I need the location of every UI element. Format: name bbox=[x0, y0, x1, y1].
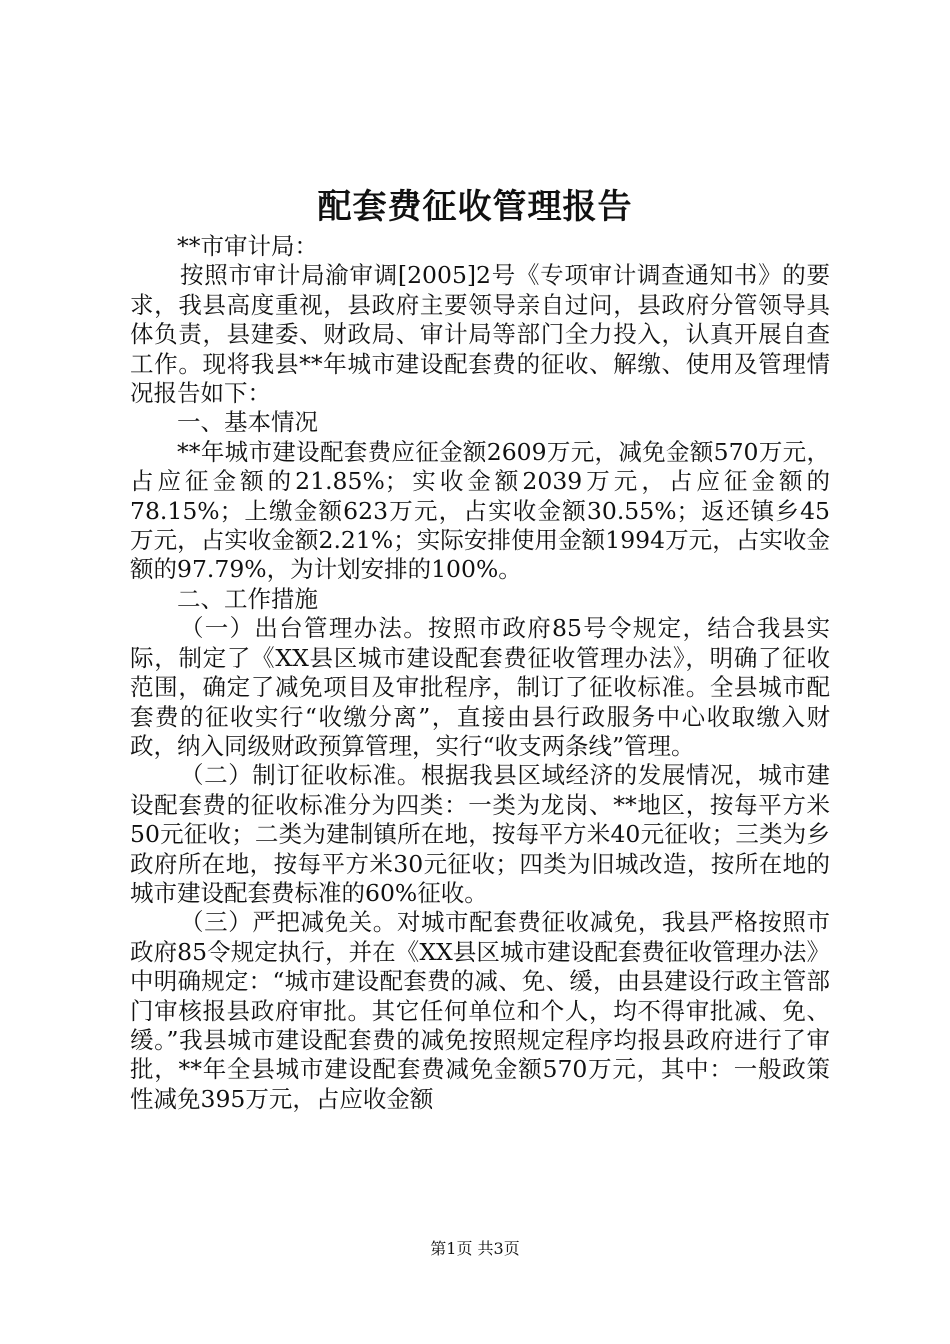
document-title: 配套费征收管理报告 bbox=[317, 187, 633, 227]
paragraph-basic-situation: **年城市建设配套费应征金额2609万元，减免金额570万元，占应征金额的21.85%；实收金额2039万元，占应征金额的78.15%；上缴金额623万元，占实收金额30.55%；返还镇乡45万元，占实收金额2.21%；实际安排使用金额1994万元，占实收金额的97.79%，为计划安排的100%。 bbox=[130, 437, 830, 584]
paragraph-measure-2: （二）制订征收标准。根据我县区域经济的发展情况，城市建设配套费的征收标准分为四类：一类为龙岗、**地区，按每平方米50元征收；二类为建制镇所在地，按每平方米40元征收；三类为乡政府所在地，按每平方米30元征收；四类为旧城改造，按所在地的城市建设配套费标准的60%征收。 bbox=[130, 761, 830, 907]
paragraph-measure-1: （一）出台管理办法。按照市政府85号令规定，结合我县实际，制定了《XX县区城市建设配套费征收管理办法》，明确了征收范围，确定了减免项目及审批程序，制订了征收标准。全县城市配套费的征收实行“收缴分离”，直接由县行政服务中心收取缴入财政，纳入同级财政预算管理，实行“收支两条线”管理。 bbox=[130, 614, 830, 760]
paragraph-intro: 按照市审计局渝审调[2005]2号《专项审计调查通知书》的要求，我县高度重视，县政府主要领导亲自过问，县政府分管领导具体负责，县建委、财政局、审计局等部门全力投入，认真开展自查工作。现将我县**年城市建设配套费的征收、解缴、使用及管理情况报告如下： bbox=[130, 261, 830, 408]
salutation: **市审计局： bbox=[177, 232, 318, 260]
document-body bbox=[130, 232, 830, 1114]
page-footer: 第1页 共3页 bbox=[430, 1239, 520, 1258]
section-heading-measures: 二、工作措施 bbox=[177, 584, 318, 613]
paragraph-measure-3: （三）严把减免关。对城市配套费征收减免，我县严格按照市政府85令规定执行，并在《XX县区城市建设配套费征收管理办法》中明确规定：“城市建设配套费的减、免、缓，由县建设行政主管部门审核报县政府审批。其它任何单位和个人，均不得审批减、免、缓。”我县城市建设配套费的减免按照规定程序均报县政府进行了审批，**年全县城市建设配套费减免金额570万元，其中：一般政策性减免395万元，占应收金额 bbox=[130, 908, 830, 1113]
section-heading-basic: 一、基本情况 bbox=[177, 408, 318, 437]
